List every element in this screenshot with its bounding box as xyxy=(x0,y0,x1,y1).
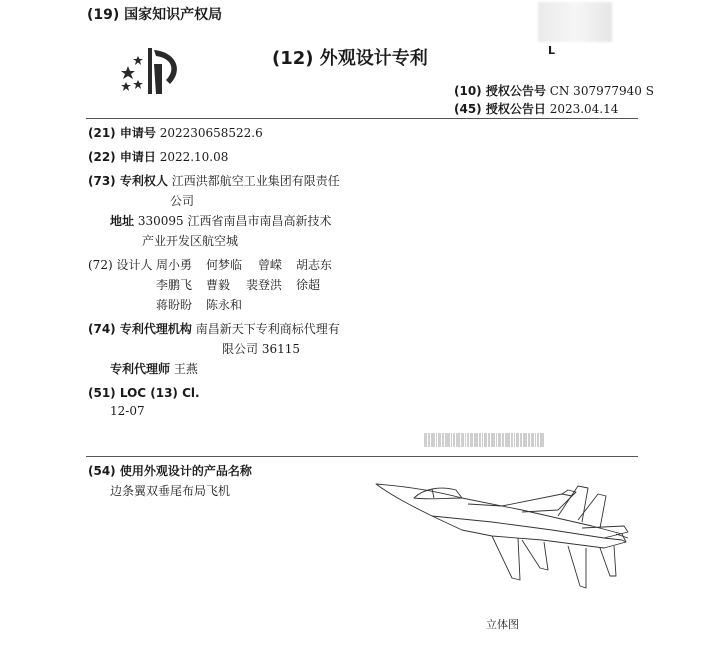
address-value: 330095 江西省南昌市南昌高新技术 xyxy=(137,214,332,228)
address-row xyxy=(110,212,331,229)
designer-5: 李鹏飞 xyxy=(156,278,193,292)
grant-no-label: (10) 授权公告号 xyxy=(454,84,546,98)
grant-no-value: CN 307977940 S xyxy=(549,84,654,98)
designer-4: 胡志东 xyxy=(296,258,333,272)
patentee-row xyxy=(88,172,340,189)
app-date-row xyxy=(88,148,228,165)
header-divider xyxy=(86,118,638,119)
agent-value: 王燕 xyxy=(173,362,198,376)
grant-date-value: 2023.04.14 xyxy=(549,102,619,116)
address-label: 地址 xyxy=(110,214,135,228)
product-name-label xyxy=(88,462,252,479)
section-divider xyxy=(86,456,638,457)
agency-value: 南昌新天下专利商标代理有 xyxy=(195,322,340,336)
designer-1: 周小勇 xyxy=(156,258,193,272)
designer-7: 裴登洪 xyxy=(246,278,283,292)
view-caption: 立体图 xyxy=(486,618,519,631)
designer-2: 何梦临 xyxy=(206,258,243,272)
patentee-value: 江西洪都航空工业集团有限责任 xyxy=(171,174,340,188)
barcode xyxy=(424,432,545,451)
designer-8: 徐超 xyxy=(296,278,321,292)
app-date-label: (22) 申请日 xyxy=(88,150,156,164)
agency-value-cont: 限公司 36115 xyxy=(222,342,300,356)
loc-label: (51) LOC (13) Cl. xyxy=(88,386,200,400)
grant-no-row xyxy=(454,82,654,99)
office-label: (19) 国家知识产权局 xyxy=(87,7,223,23)
agent-row xyxy=(110,360,198,377)
patent-type-title: (12) 外观设计专利 xyxy=(272,48,428,69)
patentee-label: (73) 专利权人 xyxy=(88,174,168,188)
agent-label: 专利代理师 xyxy=(110,362,171,376)
grant-date-row xyxy=(454,100,618,117)
patentee-value-cont: 公司 xyxy=(170,194,195,208)
app-no-row xyxy=(88,124,263,141)
cnipa-logo-icon xyxy=(118,44,188,98)
corner-mark: L xyxy=(548,44,556,57)
aircraft-drawing-icon xyxy=(372,476,634,606)
product-name-value: 边条翼双垂尾布局飞机 xyxy=(110,484,231,498)
designer-9: 蒋盼盼 xyxy=(156,298,193,312)
blurred-mark xyxy=(538,2,612,42)
product-name-label-text: (54) 使用外观设计的产品名称 xyxy=(88,464,252,478)
address-value-cont: 产业开发区航空城 xyxy=(142,234,239,248)
loc-value: 12-07 xyxy=(110,404,145,418)
app-no-value: 202230658522.6 xyxy=(159,126,263,140)
designer-10: 陈永和 xyxy=(206,298,243,312)
grant-date-label: (45) 授权公告日 xyxy=(454,102,546,116)
designers-label: (72) 设计人 xyxy=(88,258,153,272)
designer-6: 曹毅 xyxy=(206,278,231,292)
app-date-value: 2022.10.08 xyxy=(159,150,229,164)
designer-3: 曾嵘 xyxy=(258,258,283,272)
agency-label: (74) 专利代理机构 xyxy=(88,322,192,336)
agency-row xyxy=(88,320,340,337)
app-no-label: (21) 申请号 xyxy=(88,126,156,140)
